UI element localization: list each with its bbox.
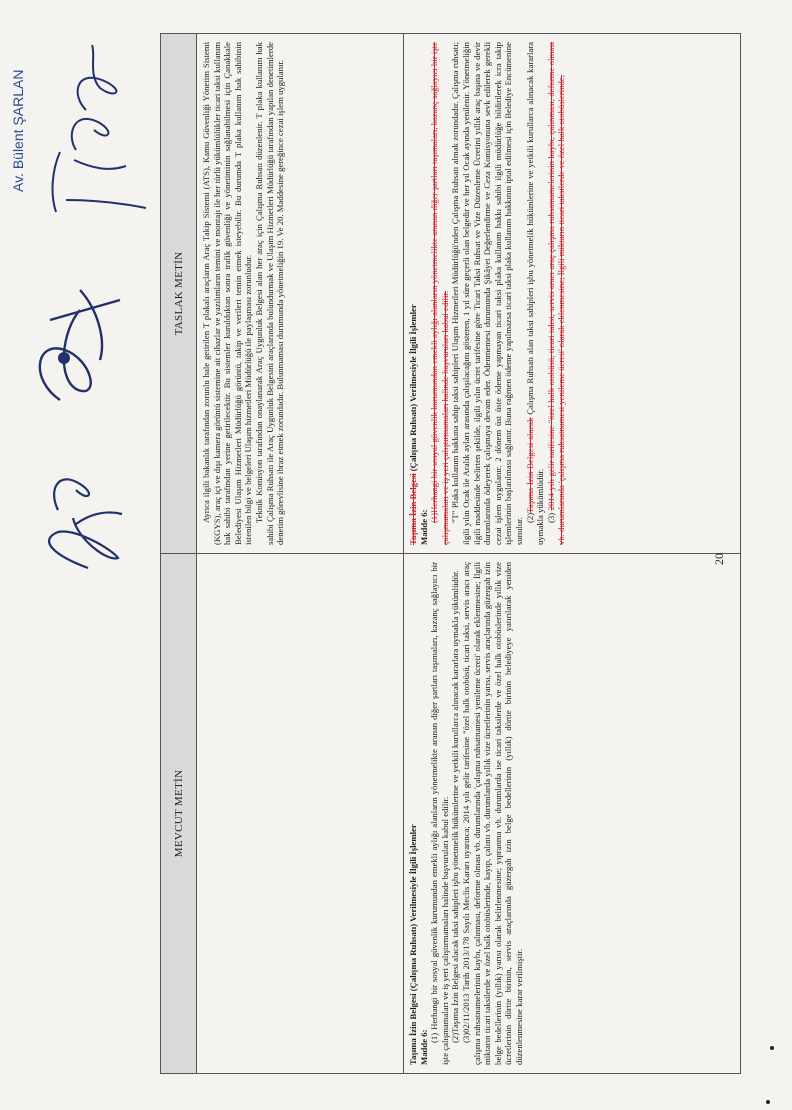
draft-paragraph: "T" Plaka kullanım hakkına sahip taksi sahipleri Ulaşım Hizmetleri Müdürlüğü'nden Çalışma Ruhsatı almak zorundadır. Çalışma ruhsatı; ilgili yılın Ocak ile Aralık ayları arasında çalışılacağını gösteren, 1 yıl süre geçerli olan belgedir ve her yıl Ocak ayında yenilenir. Yönetmeliğin ilgili maddesinde belirten şekilde, ilgili yılın ücret tarifesine göre Ticari Taksi Ruhsat ve Vize Düzenleme Ücretini yıllık araç başına ve devir durumlarında ödeyerek çalışmaya devam eder. Ödenmemesi durumunda Şikâyet Değerlendirme ve Ceza Komisyonuna sevk edilerek gerekli cezai işlem uygulanır. 2 dönem üst üste ödeme yapmayan ticari taksi plaka kullanım hakkı sahibi ilgili müdürlüğe bildirilerek icra takip işlemlerinin başlatılması sağlanır. Buna rağmen ödeme yapılmazsa ticari taksi plaka kullanım hakkının iptal edilmesi için Belediye Encümenine sunulur. (450, 42, 524, 545)
title-text: (Çalışma Ruhsatı) Verilmesiyle İlgili İşlemler (408, 304, 418, 472)
current-paragraph: (1) Herhangi bir sosyal güvenlik kurumundan emekli aylığı alanların yönetmelikte aranan diğer şartları taşımaları, kazanç sağlayıcı bir işte çalışmamaları ve iş yeri çalıştırmamaları halinde başvuruları kabul edilir. (429, 562, 450, 1065)
signature-1 (18, 440, 138, 580)
draft-paragraph: Teknik Komisyon tarafından onaylanarak Araç Uygunluk Belgesi alan her araç için Çalışma Ruhsatı düzenlenir. T plaka kullanım hak sahibi Çalışma Ruhsatı ile Araç Uygunluk Belgesini araçlarında bulundurmak ve Ulaşım Hizmetleri Müdürlüğü tarafından yapılan denetimlerde denetim görevlisine ibraz etmek zorundadır. Bulunmaması durumunda yönetmeliğin 19. Ve 20. Maddesine gereğince cezai işlem uygulanır. (253, 42, 286, 545)
paragraph-text: Çalışma Ruhsatı alan taksi sahipleri işbu yönetmelik hükümlerine ve yetkili kurullarca alınacak kararlara uymakla yükümlüdür. (524, 42, 546, 545)
current-text-cell-empty (197, 554, 404, 1074)
draft-text-cell (197, 34, 404, 554)
table-row (197, 34, 404, 1074)
deleted-text: Taşıma İzin Belgesi alacak (524, 417, 535, 513)
lawyer-stamp-name: Av. Bülent ŞARLAN (10, 69, 26, 192)
current-article-title: Taşıma İzin Belgesi (Çalışma Ruhsatı) Verilmesiyle İlgili İşlemler (408, 824, 418, 1065)
draft-paragraph (546, 42, 567, 545)
signature-3 (16, 30, 156, 230)
draft-paragraph: Ayrıca ilgili bakanlık tarafından zorunlu hale getirilen T plakalı araçların Araç Takip Sistemi (ATS), Kamu Güvenliği Yönetim Sistemi (KGYS), araç içi ve dışı kamera görüntü sistemine ait cihazlar ve yazılımların temini ve montajı ile her türlü yükümlülükler ticari taksi kullanım hak sahibi tarafından yerine getirilecektir. Bu sistemler kurulduktan sonra trafik güvenliği ve yönetiminin sağlanabilmesi için Çanakkale Belediyesi Ulaşım Hizmetleri Müdürlüğü görüntü, takip ve verileri temin etmek isteyebilir. Bu durumda T plaka kullanım hak sahibinin istenilen bilgi ve belgeleri Ulaşım hizmetleri Müdürlüğü ile paylaşması zorunludur. (201, 42, 254, 545)
deleted-text: 2014 yılı gelir tarifesine "özel halk otobüsü, ticari taksi, servis aracı araç çalışma ruhsatnamelerinin kaybı, çalınması, deforme olması vb. durumlarında 'çalışma ruhsatnamesi yenileme ücreti' olarak eklenmesine; İlgili miktarın ticari taksilerde ve özel halk otobüslerinde, (545, 42, 567, 545)
deleted-text: (1)Herhangi bir sosyal güvenlik kurumundan emekli aylığı alanların yönetmelikte aranan diğer şartları taşımaları, kazanç sağlayıcı bir işte çalışmamaları ve iş yeri çalıştırmamaları halinde başvuruları kabul edilir. (429, 42, 450, 545)
scan-mark (770, 1046, 774, 1050)
header-row (161, 34, 197, 1074)
draft-paragraph-deleted (429, 42, 450, 545)
scan-mark (766, 1100, 770, 1104)
draft-text-cell (404, 34, 741, 554)
draft-article-number: Madde 6: (418, 509, 429, 545)
current-paragraph: (2)Taşıma İzin Belgesi alacak taksi sahipleri işbu yönetmelik hükümlerine ve yetkili kurullarca alınacak kararlara uymakla yükümlüdür. (450, 570, 461, 1043)
table-row (404, 34, 741, 1074)
current-text-cell (404, 554, 741, 1074)
page-number: 20 (712, 553, 726, 565)
current-paragraph: (3)02/11/2013 Tarih 2013/178 Sayılı Meclis Kararı uyarınca; 2014 yılı gelir tarifesine "özel halk otobüsü, ticari taksi, servis aracı araç çalışma ruhsatnamelerinin kaybı, çalınması, deforme olması vb. durumlarında 'çalışma ruhsatnamesi yenileme ücreti' olarak eklenmesine; İlgili miktarın ticari taksilerde ve özel halk otobüslerinde, kayıp, çalıntı vb. durumlarda yıllık vize ücretlerinin yarısı, servis araçlarında güzergah izin belge bedellerinin (yıllık) yarısı olarak belirlenmesine; yıpranma vb. durumlarda ise ticari taksilerde ve özel halk otobüslerinde yıllık vize ücretlerinin dörtte birinin, servis araçlarında güzergah izin belge bedellerinin (yıllık) dörtte birinin belediyeye yatırılarak yeniden düzenlenmesine karar verilmiştir. (460, 562, 524, 1065)
deleted-text: Taşıma İzin Belgesi (408, 473, 418, 545)
draft-article-title (408, 42, 419, 545)
paragraph-number: (2) (524, 512, 535, 523)
comparison-table (160, 33, 741, 1074)
header-current-text: MEVCUT METİN (161, 554, 197, 1074)
paragraph-number: (3) (545, 510, 556, 523)
current-article-number: Madde 6: (418, 1029, 429, 1065)
draft-paragraph (525, 42, 546, 545)
header-draft-text: TASLAK METİN (161, 34, 197, 554)
signature-2 (20, 250, 140, 420)
